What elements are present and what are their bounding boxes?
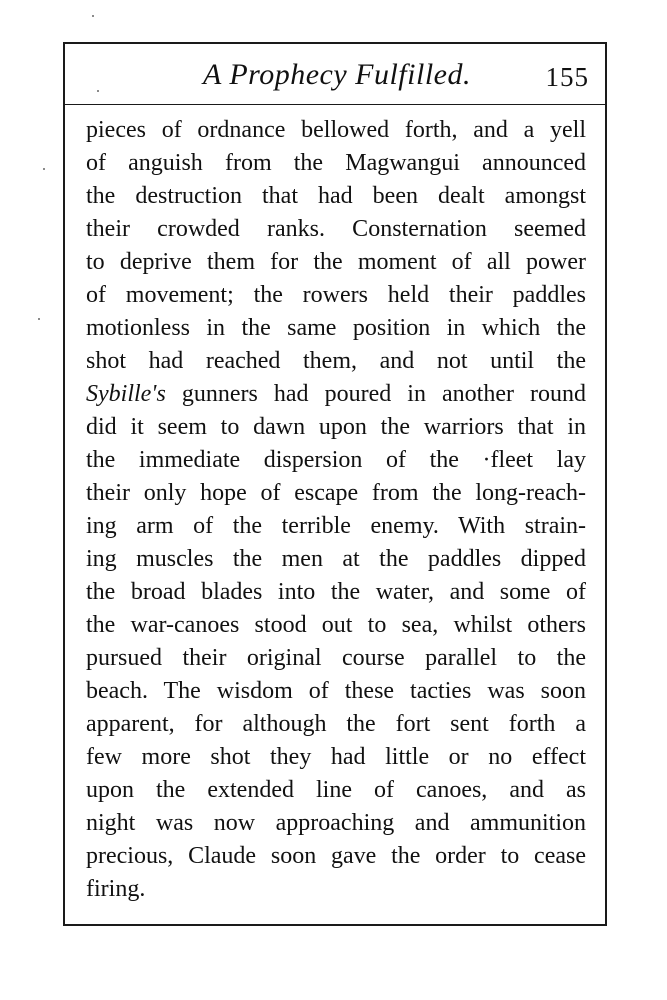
text-line: the war-canoes stood out to sea, whilst others [86, 612, 586, 638]
scan-speck [97, 90, 99, 92]
scan-speck [38, 318, 40, 320]
text-line [86, 378, 586, 411]
text-line: of movement; the rowers held their paddles [86, 282, 586, 308]
text-line: their crowded ranks. Consternation seemed [86, 216, 586, 242]
running-title: A Prophecy Fulfilled. [203, 58, 471, 91]
text-line: upon the extended line of canoes, and as [86, 777, 586, 803]
text-line: motionless in the same position in which the [86, 315, 586, 341]
text-line: ing arm of the terrible enemy. With strain- [86, 513, 586, 539]
text-line: to deprive them for the moment of all power [86, 249, 586, 275]
text-line: pursued their original course parallel to the [86, 645, 586, 671]
text-line: the immediate dispersion of the ·fleet lay [86, 447, 586, 473]
text-line: pieces of ordnance bellowed forth, and a yell [86, 117, 586, 143]
text-line: precious, Claude soon gave the order to cease [86, 843, 586, 869]
text-line-rest: gunners had poured in another round [181, 381, 587, 407]
body-text [86, 114, 586, 906]
text-line: the destruction that had been dealt amongst [86, 183, 586, 209]
text-line: night was now approaching and ammunition [86, 810, 586, 836]
ship-name: Sybille's [86, 381, 166, 407]
scan-speck [43, 168, 45, 170]
text-line: beach. The wisdom of these tacties was soon [86, 678, 586, 704]
text-line: did it seem to dawn upon the warriors that in [86, 414, 586, 440]
scan-speck [92, 15, 94, 17]
text-line: apparent, for although the fort sent forth a [86, 711, 586, 737]
page-number: 155 [545, 62, 589, 92]
text-line: shot had reached them, and not until the [86, 348, 586, 374]
running-head [63, 52, 607, 98]
text-line: firing. [86, 876, 146, 902]
header-rule [63, 104, 607, 105]
text-line: of anguish from the Magwangui announced [86, 150, 586, 176]
text-line: ing muscles the men at the paddles dipped [86, 546, 586, 572]
text-line: their only hope of escape from the long-reach- [86, 480, 586, 506]
text-line: the broad blades into the water, and some of [86, 579, 586, 605]
text-line: few more shot they had little or no effect [86, 744, 586, 770]
